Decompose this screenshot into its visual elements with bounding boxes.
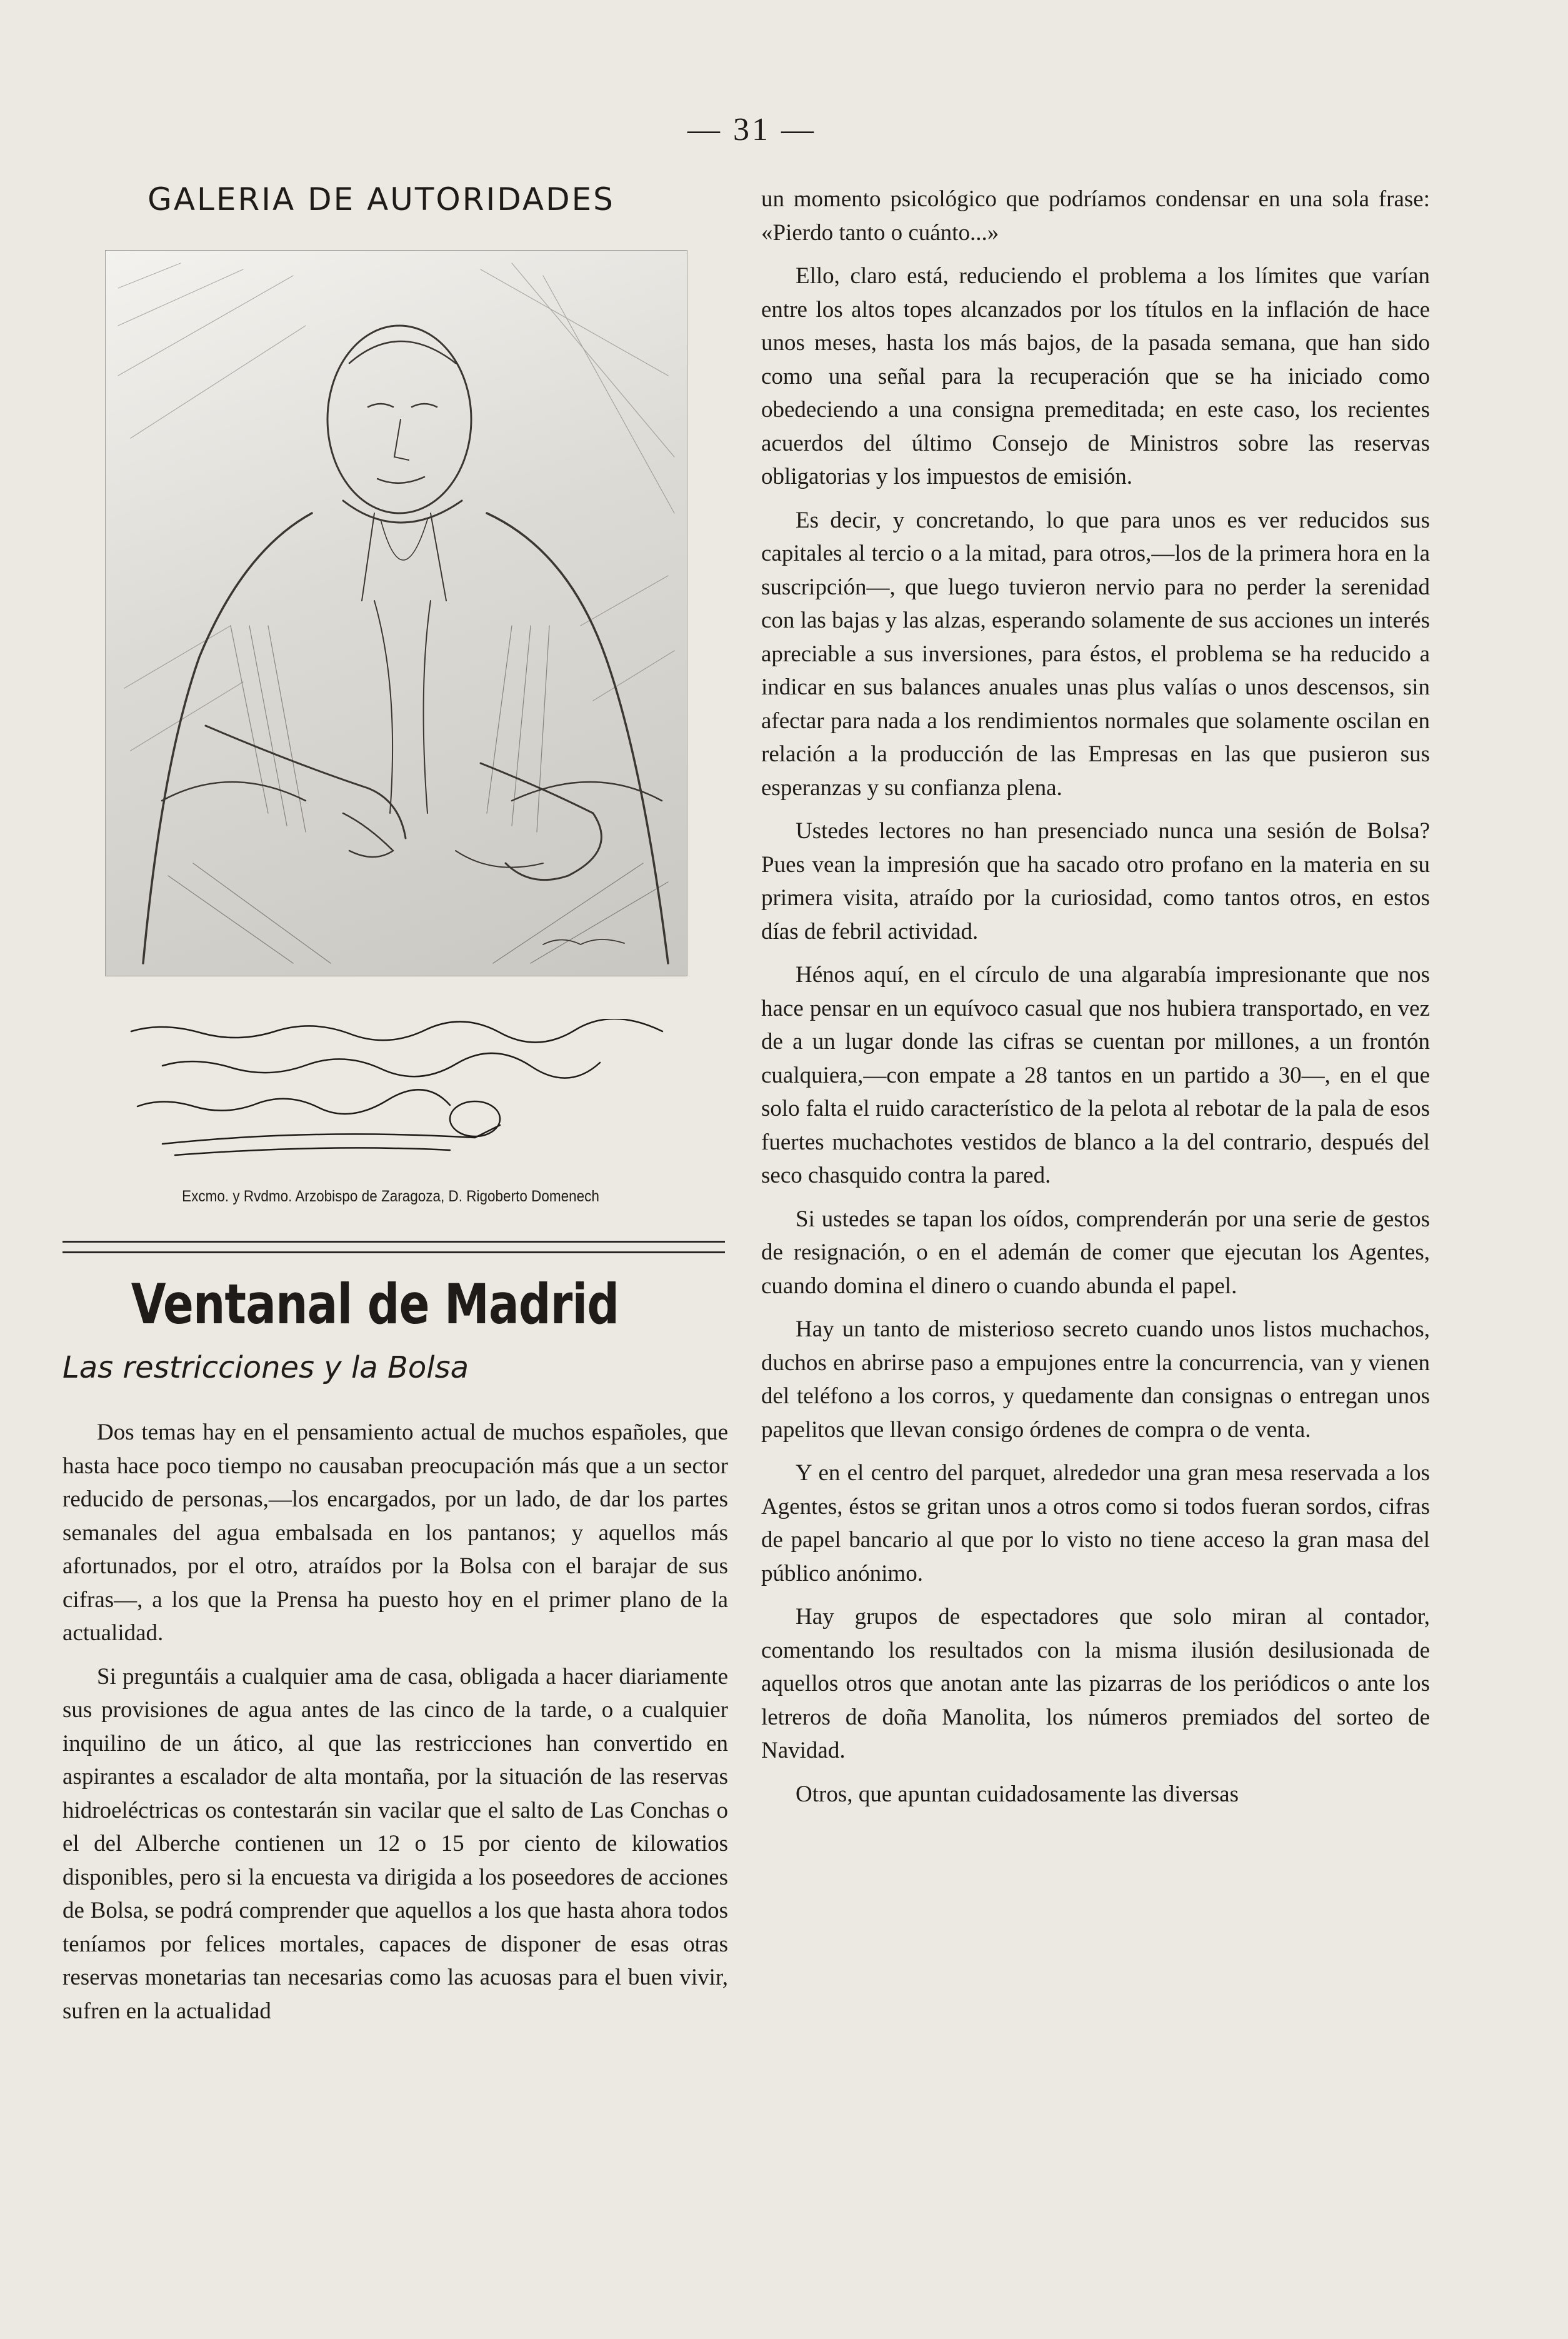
section-title: Ventanal de Madrid: [131, 1272, 619, 1336]
left-column: [62, 1416, 728, 2038]
paragraph: Hay un tanto de misterioso secreto cuando unos listos muchachos, duchos en abrirse paso a empujones entre la concurrencia, van y vienen del teléfono a los corros, y quedamente dan consignas o entregan unos papelitos que llevan consigo órdenes de compra o de venta.: [761, 1316, 1430, 1443]
section-divider: [62, 1241, 725, 1253]
paragraph: Hénos aquí, en el círculo de una algarabía impresionante que nos hace pensar en un equívoco casual que nos hubiera transportado, en vez de a un lugar donde las cifras se cuentan por millones, a un frontón cualquiera,—con empate a 28 tantos en un partido a 30—, en el que solo falta el ruido característico de la pelota al rebotar de la pala de esos fuertes muchachotes vestidos de blanco a la del contrario, después del seco chasquido contra la pared.: [761, 962, 1430, 1188]
paragraph: Hay grupos de espectadores que solo miran al contador, comentando los resultados con la misma ilusión desilusionada de aquellos otros que anotan ante las pizarras de los periódicos o ante los letreros de doña Manolita, los números premiados del sorteo de Navidad.: [761, 1604, 1430, 1763]
paragraph: un momento psicológico que podríamos condensar en una sola frase: «Pierdo tanto o cuánto...»: [761, 186, 1430, 246]
paragraph: Ello, claro está, reduciendo el problema a los límites que varían entre los altos topes alcanzados por los títulos en la inflación de hace unos meses, hasta los más bajos, de la pasada semana, que han sido como una señal para la recuperación que se ha iniciado como obedeciendo a una consigna premeditada; en este caso, los recientes acuerdos del último Consejo de Ministros sobre las reservas obligatorias y los impuestos de emisión.: [761, 263, 1430, 489]
paragraph: Dos temas hay en el pensamiento actual de muchos españoles, que hasta hace poco tiempo no causaban preocupación más que a un sector reducido de personas,—los encargados, por un lado, de dar los partes semanales del agua embalsada en los pantanos; y aquellos más afortunados, por el otro, atraídos por la Bolsa con el barajar de sus cifras—, a los que la Prensa ha puesto hoy en el primer plano de la actualidad.: [62, 1420, 728, 1646]
right-column: [761, 183, 1430, 1821]
page-number: — 31 —: [687, 112, 816, 148]
paragraph: Si preguntáis a cualquier ama de casa, obligada a hacer diariamente sus provisiones de agua antes de las cinco de la tarde, o a cualquier inquilino de un ático, al que las restricciones han convertido en aspirantes a escalador de alta montaña, por la situación de las reservas hidroeléctricas os contestarán sin vacilar que el salto de Las Conchas o el del Alberche contienen un 12 o 15 por ciento de kilowatios disponibles, pero si la encuesta va dirigida a los poseedores de acciones de Bolsa, se podrá comprender que aquellos a los que hasta ahora todos teníamos por felices mortales, capaces de disponer de esas otras reservas monetarias tan necesarias como las acuosas para el buen vivir, sufren en la actualidad: [62, 1663, 728, 2024]
portrait-caption: Excmo. y Rvdmo. Arzobispo de Zaragoza, D. Rigoberto Domenech: [182, 1188, 599, 1205]
paragraph: Otros, que apuntan cuidadosamente las diversas: [796, 1781, 1239, 1807]
paragraph: Ustedes lectores no han presenciado nunca una sesión de Bolsa? Pues vean la impresión que ha sacado otro profano en la materia en su primera visita, atraído por la curiosidad, como tantos otros, en estos días de febril actividad.: [761, 818, 1430, 944]
paragraph: Si ustedes se tapan los oídos, comprenderán por una serie de gestos de resignación, o en el ademán de comer que ejecutan los Agentes, cuando domina el dinero o cuando abunda el papel.: [761, 1206, 1430, 1299]
section-subtitle: Las restricciones y la Bolsa: [62, 1350, 469, 1385]
archbishop-portrait: [105, 250, 687, 976]
gallery-title: GALERIA DE AUTORIDADES: [147, 181, 615, 218]
handwritten-dedication: [125, 1019, 675, 1175]
paragraph: Es decir, y concretando, lo que para unos es ver reducidos sus capitales al tercio o a la mitad, para otros,—los de la primera hora en la suscripción—, que luego tuvieron nervio para no perder la serenidad con las bajas y las alzas, esperando solamente de sus acciones un interés apreciable a sus inversiones, para éstos, el problema se ha reducido a indicar en sus balances anuales unas plus valías o unos descensos, sin afectar para nada a los rendimientos normales que solamente oscilan en relación a la producción de las Empresas en las que pusieron sus esperanzas y su confianza plena.: [761, 507, 1430, 801]
paragraph: Y en el centro del parquet, alrededor una gran mesa reservada a los Agentes, éstos se gritan unos a otros como si todos fueran sordos, cifras de papel bancario al que por lo visto no tiene acceso la gran masa del público anónimo.: [761, 1460, 1430, 1586]
